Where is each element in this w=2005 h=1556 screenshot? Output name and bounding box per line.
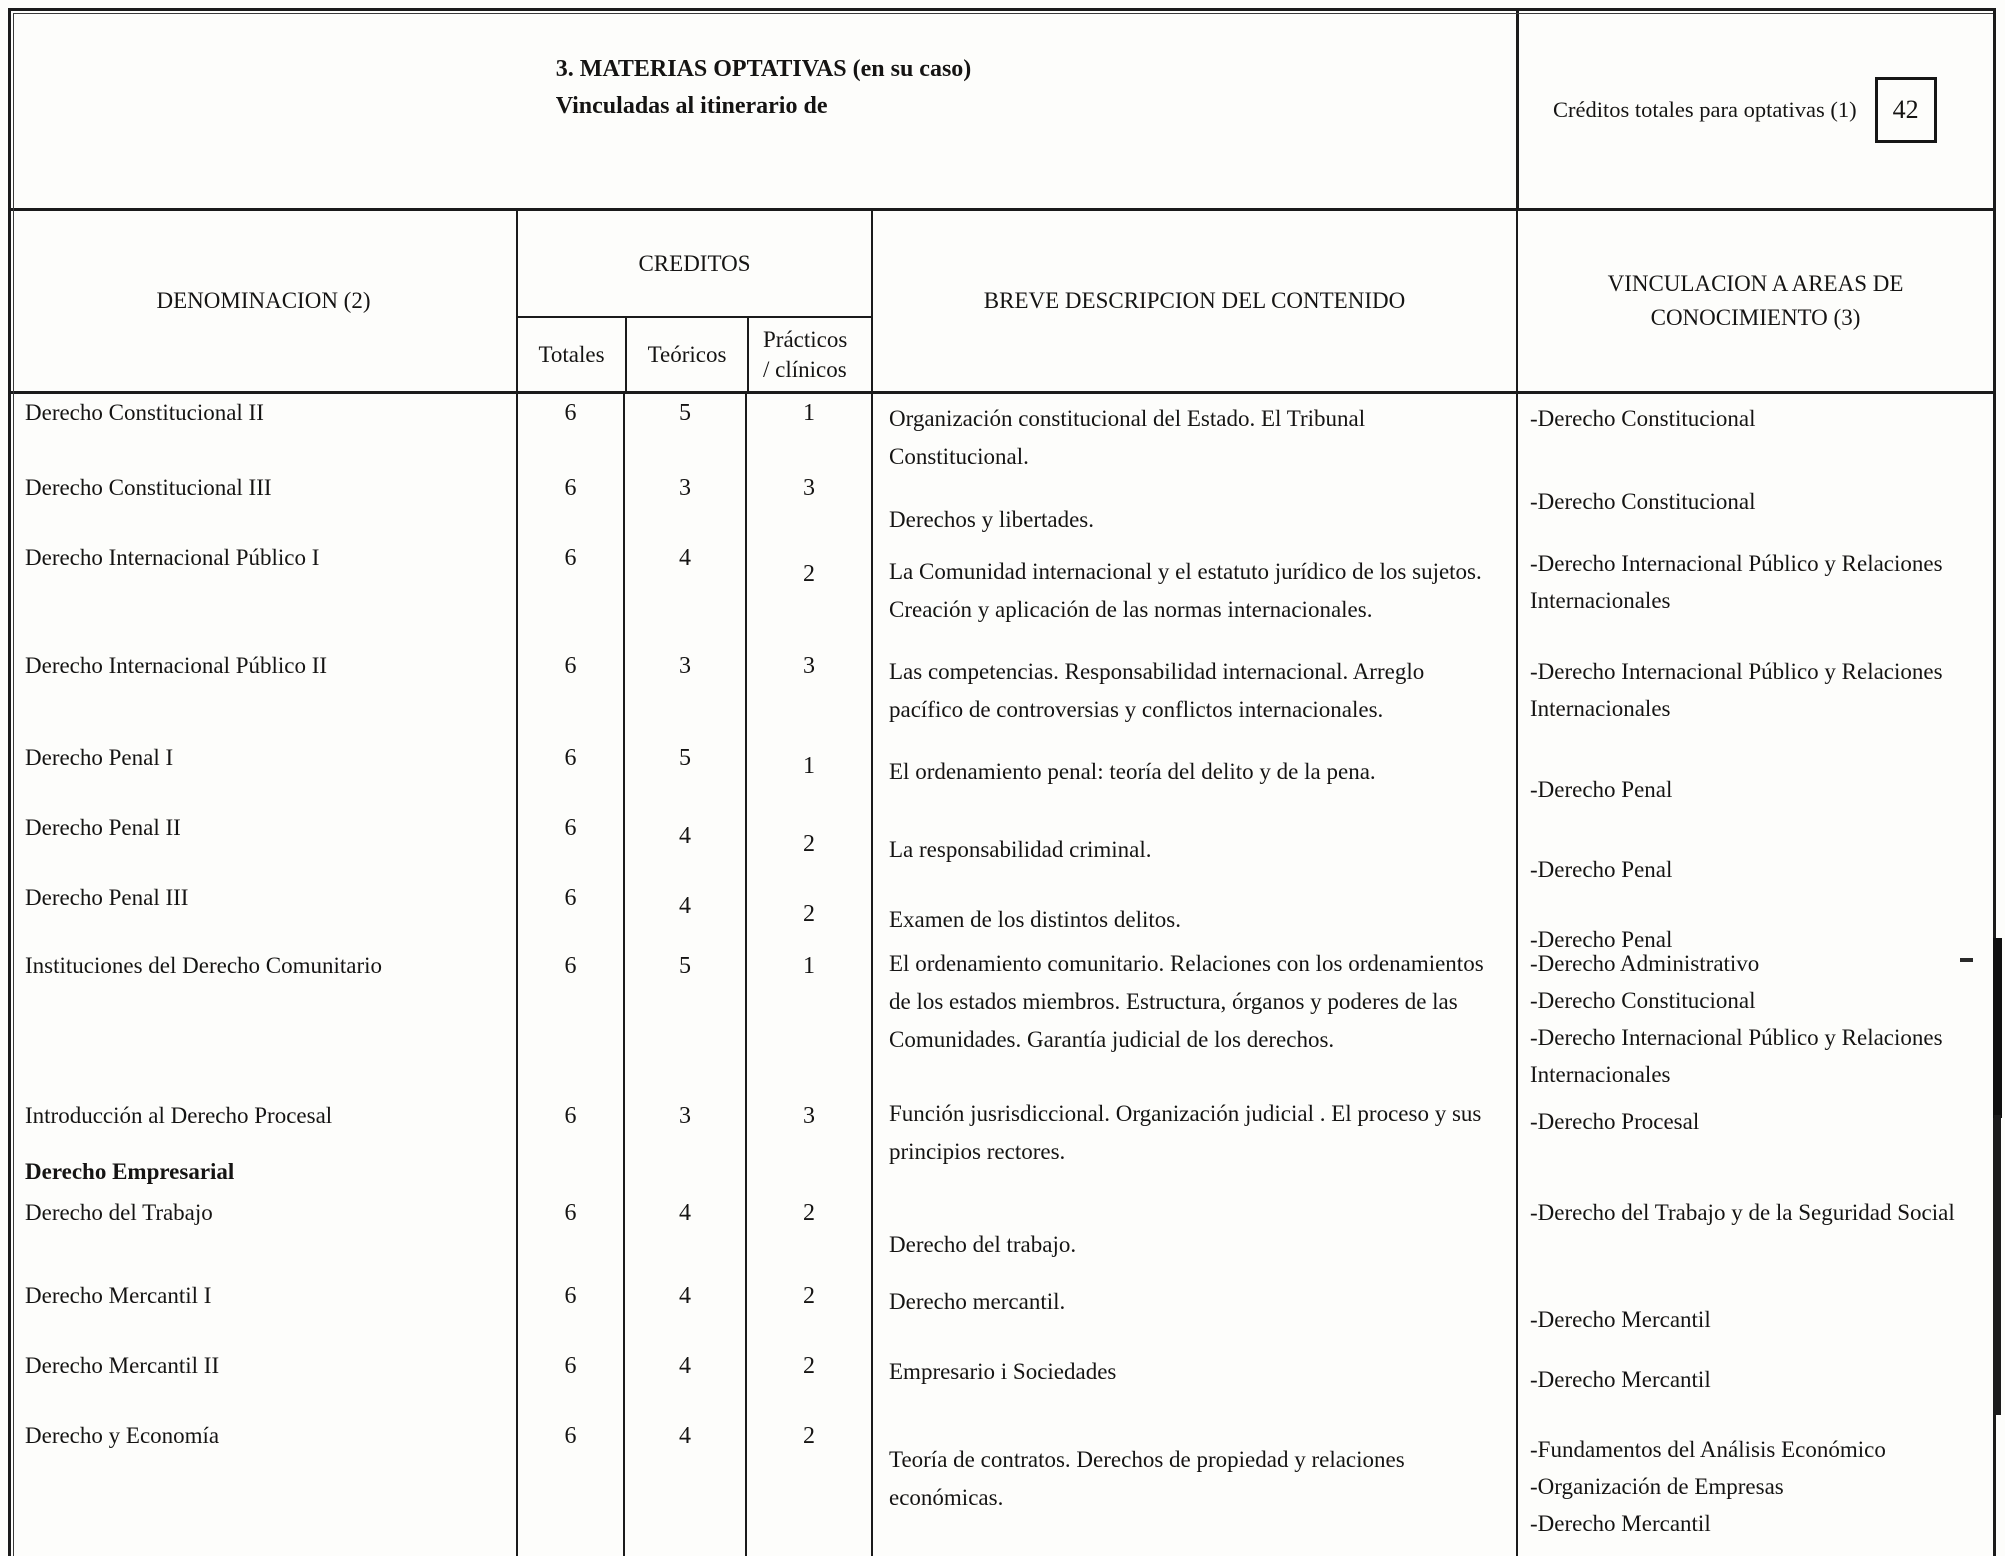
course-description: Teoría de contratos. Derechos de propiedad y relaciones económicas. <box>871 1409 1516 1556</box>
credits-total-label: Créditos totales para optativas (1) <box>1553 96 1857 122</box>
course-name: Instituciones del Derecho Comunitario <box>25 953 383 978</box>
scan-artifact-bar <box>1993 938 2002 1118</box>
table-row <box>11 639 1993 739</box>
knowledge-area-item: -Derecho Internacional Público y Relaciones Internacionales <box>1530 551 1943 613</box>
credits-practicos: 3 <box>745 1089 871 1171</box>
header-totales: Totales <box>538 341 605 367</box>
knowledge-area-item: -Derecho Administrativo <box>1530 951 1760 976</box>
table-row <box>11 394 1993 469</box>
knowledge-area-item: -Derecho Internacional Público y Relaciones Internacionales <box>1530 1025 1943 1087</box>
course-name: Derecho Internacional Público I <box>25 545 320 570</box>
knowledge-areas <box>1516 1159 1993 1194</box>
course-name: Derecho del Trabajo <box>25 1200 213 1225</box>
header-teoricos: Teóricos <box>625 318 747 391</box>
knowledge-areas <box>1516 539 1993 639</box>
credits-teoricos: 4 <box>623 1269 745 1339</box>
course-name: Derecho Mercantil I <box>25 1283 212 1308</box>
credits-practicos: 3 <box>745 639 871 739</box>
header-vinculacion-line2: CONOCIMIENTO (3) <box>1650 305 1861 330</box>
course-description <box>871 1159 1516 1194</box>
table-frame <box>8 8 1996 1556</box>
course-description: Derechos y libertades. <box>871 469 1516 539</box>
credits-totales: 6 <box>516 1194 623 1269</box>
credits-practicos <box>745 1159 871 1194</box>
header-creditos: CREDITOS <box>638 250 751 276</box>
credits-practicos: 2 <box>745 809 871 888</box>
knowledge-area-item: -Derecho Penal <box>1530 857 1673 882</box>
section-title <box>556 51 972 208</box>
course-name: Introducción al Derecho Procesal <box>25 1103 333 1128</box>
course-description: Empresario i Sociedades <box>871 1339 1516 1409</box>
credits-totales: 6 <box>516 1339 623 1409</box>
knowledge-area-item: -Derecho Internacional Público y Relaciones Internacionales <box>1530 659 1943 721</box>
header-denominacion: DENOMINACION (2) <box>156 288 371 313</box>
table-row <box>11 1409 1993 1556</box>
credits-totales <box>516 1159 623 1194</box>
header-vinculacion <box>1516 211 1993 391</box>
course-name: Derecho Constitucional III <box>25 475 272 500</box>
knowledge-area-item: -Derecho Constitucional <box>1530 489 1756 514</box>
credits-teoricos: 3 <box>623 1089 745 1171</box>
scan-artifact-bar <box>1994 1115 2001 1415</box>
credits-teoricos: 4 <box>623 1409 745 1556</box>
credits-practicos: 2 <box>745 1409 871 1556</box>
credits-teoricos: 4 <box>623 1194 745 1269</box>
knowledge-area-item: -Derecho Mercantil <box>1530 1367 1711 1392</box>
course-name: Derecho Mercantil II <box>25 1353 220 1378</box>
course-name: Derecho Constitucional II <box>25 400 264 425</box>
knowledge-areas <box>1516 739 1993 809</box>
course-name: Derecho Internacional Público II <box>25 653 328 678</box>
header-creditos-subcolumns <box>518 316 871 391</box>
table-row <box>11 539 1993 639</box>
knowledge-areas <box>1516 1409 1993 1556</box>
header-creditos-group <box>516 211 871 391</box>
course-description: Examen de los distintos delitos. <box>871 879 1516 958</box>
knowledge-areas <box>1516 939 1993 1093</box>
knowledge-area-item: -Derecho Mercantil <box>1530 1307 1711 1332</box>
knowledge-areas <box>1516 469 1993 539</box>
knowledge-area-item: -Derecho Penal <box>1530 777 1673 802</box>
credits-teoricos: 5 <box>623 739 745 809</box>
section-title-line2: Vinculadas al itinerario de <box>555 93 828 119</box>
credits-totales: 6 <box>516 739 623 809</box>
credits-teoricos: 5 <box>623 939 745 1093</box>
course-name: Derecho Penal III <box>25 885 189 910</box>
table-row <box>11 1159 1993 1194</box>
knowledge-areas <box>1516 639 1993 739</box>
course-description: La Comunidad internacional y el estatuto jurídico de los sujetos. Creación y aplicación de las normas internacionales. <box>871 539 1516 639</box>
course-description: Las competencias. Responsabilidad internacional. Arreglo pacífico de controversias y conflictos internacionales. <box>871 639 1516 739</box>
table-header <box>11 211 1993 394</box>
credits-totales: 6 <box>516 1089 623 1171</box>
course-description: Derecho del trabajo. <box>871 1194 1516 1269</box>
knowledge-areas <box>1516 1269 1993 1339</box>
credits-teoricos: 5 <box>623 394 745 476</box>
credits-practicos: 2 <box>745 1269 871 1339</box>
course-group-header: Derecho Empresarial <box>25 1159 235 1184</box>
top-band <box>11 11 1993 211</box>
table-row <box>11 469 1993 539</box>
knowledge-area-item: -Fundamentos del Análisis Económico <box>1530 1437 1886 1462</box>
knowledge-area-item: -Organización de Empresas <box>1530 1474 1784 1499</box>
credits-practicos: 2 <box>745 1194 871 1269</box>
knowledge-area-item: -Derecho Constitucional <box>1530 988 1756 1013</box>
credits-teoricos: 4 <box>623 1339 745 1409</box>
header-descripcion: BREVE DESCRIPCION DEL CONTENIDO <box>871 211 1516 391</box>
table-row <box>11 1339 1993 1409</box>
credits-practicos: 1 <box>745 939 871 1093</box>
header-vinculacion-line1: VINCULACION A AREAS DE <box>1607 271 1904 296</box>
credits-practicos: 2 <box>745 879 871 958</box>
course-name: Derecho Penal II <box>25 815 181 840</box>
credits-practicos: 3 <box>745 469 871 539</box>
credits-teoricos: 3 <box>623 639 745 739</box>
knowledge-areas <box>1516 394 1993 476</box>
credits-totales: 6 <box>516 1269 623 1339</box>
credits-totales: 6 <box>516 639 623 739</box>
table-row <box>11 879 1993 952</box>
table-row <box>11 1089 1993 1164</box>
credits-totales: 6 <box>516 1409 623 1556</box>
credits-totales: 6 <box>516 394 623 476</box>
credits-total-value-box: 42 <box>1875 77 1937 143</box>
course-description: La responsabilidad criminal. <box>871 809 1516 888</box>
table-row <box>11 1269 1993 1339</box>
credits-practicos: 1 <box>745 394 871 476</box>
credits-practicos: 2 <box>745 1339 871 1409</box>
credits-practicos: 2 <box>745 539 871 639</box>
credits-totales: 6 <box>516 539 623 639</box>
credits-teoricos <box>623 1159 745 1194</box>
table-row <box>11 939 1993 1089</box>
table-body <box>11 394 1993 1556</box>
course-description: Organización constitucional del Estado. El Tribunal Constitucional. <box>871 394 1516 476</box>
section-title-cell <box>11 11 1516 208</box>
table-row <box>11 809 1993 882</box>
credits-teoricos: 3 <box>623 469 745 539</box>
header-practicos <box>747 318 873 391</box>
table-row <box>11 739 1993 809</box>
credits-totales: 6 <box>516 939 623 1093</box>
knowledge-area-item: -Derecho Constitucional <box>1530 406 1756 431</box>
credits-teoricos: 4 <box>623 539 745 639</box>
scan-artifact-dash <box>1960 958 1973 962</box>
credits-teoricos: 4 <box>623 809 745 888</box>
knowledge-area-item: -Derecho Penal <box>1530 927 1673 952</box>
knowledge-area-item: -Derecho del Trabajo y de la Seguridad Social <box>1530 1200 1955 1225</box>
knowledge-areas <box>1516 1194 1993 1269</box>
credits-total-cell <box>1516 11 1993 208</box>
course-description: Derecho mercantil. <box>871 1269 1516 1339</box>
credits-totales: 6 <box>516 469 623 539</box>
knowledge-area-item: -Derecho Mercantil <box>1530 1511 1711 1536</box>
knowledge-areas <box>1516 1339 1993 1409</box>
knowledge-areas <box>1516 809 1993 888</box>
header-practicos-line1: Prácticos <box>763 326 848 352</box>
course-name: Derecho y Economía <box>25 1423 220 1448</box>
credits-totales: 6 <box>516 809 623 888</box>
credits-practicos: 1 <box>745 739 871 809</box>
table-row <box>11 1194 1993 1269</box>
credits-totales: 6 <box>516 879 623 958</box>
course-name: Derecho Penal I <box>25 745 174 770</box>
course-description: El ordenamiento penal: teoría del delito y de la pena. <box>871 739 1516 809</box>
section-title-line1: 3. MATERIAS OPTATIVAS (en su caso) <box>555 56 972 82</box>
header-practicos-line2: / clínicos <box>763 356 847 382</box>
course-description: Función jusrisdiccional. Organización judicial . El proceso y sus principios rectores. <box>871 1089 1516 1171</box>
course-description: El ordenamiento comunitario. Relaciones con los ordenamientos de los estados miembros. Estructura, órganos y poderes de las Comunidades. Garantía judicial de los derechos. <box>871 939 1516 1093</box>
knowledge-area-item: -Derecho Procesal <box>1530 1109 1700 1134</box>
credits-teoricos: 4 <box>623 879 745 958</box>
